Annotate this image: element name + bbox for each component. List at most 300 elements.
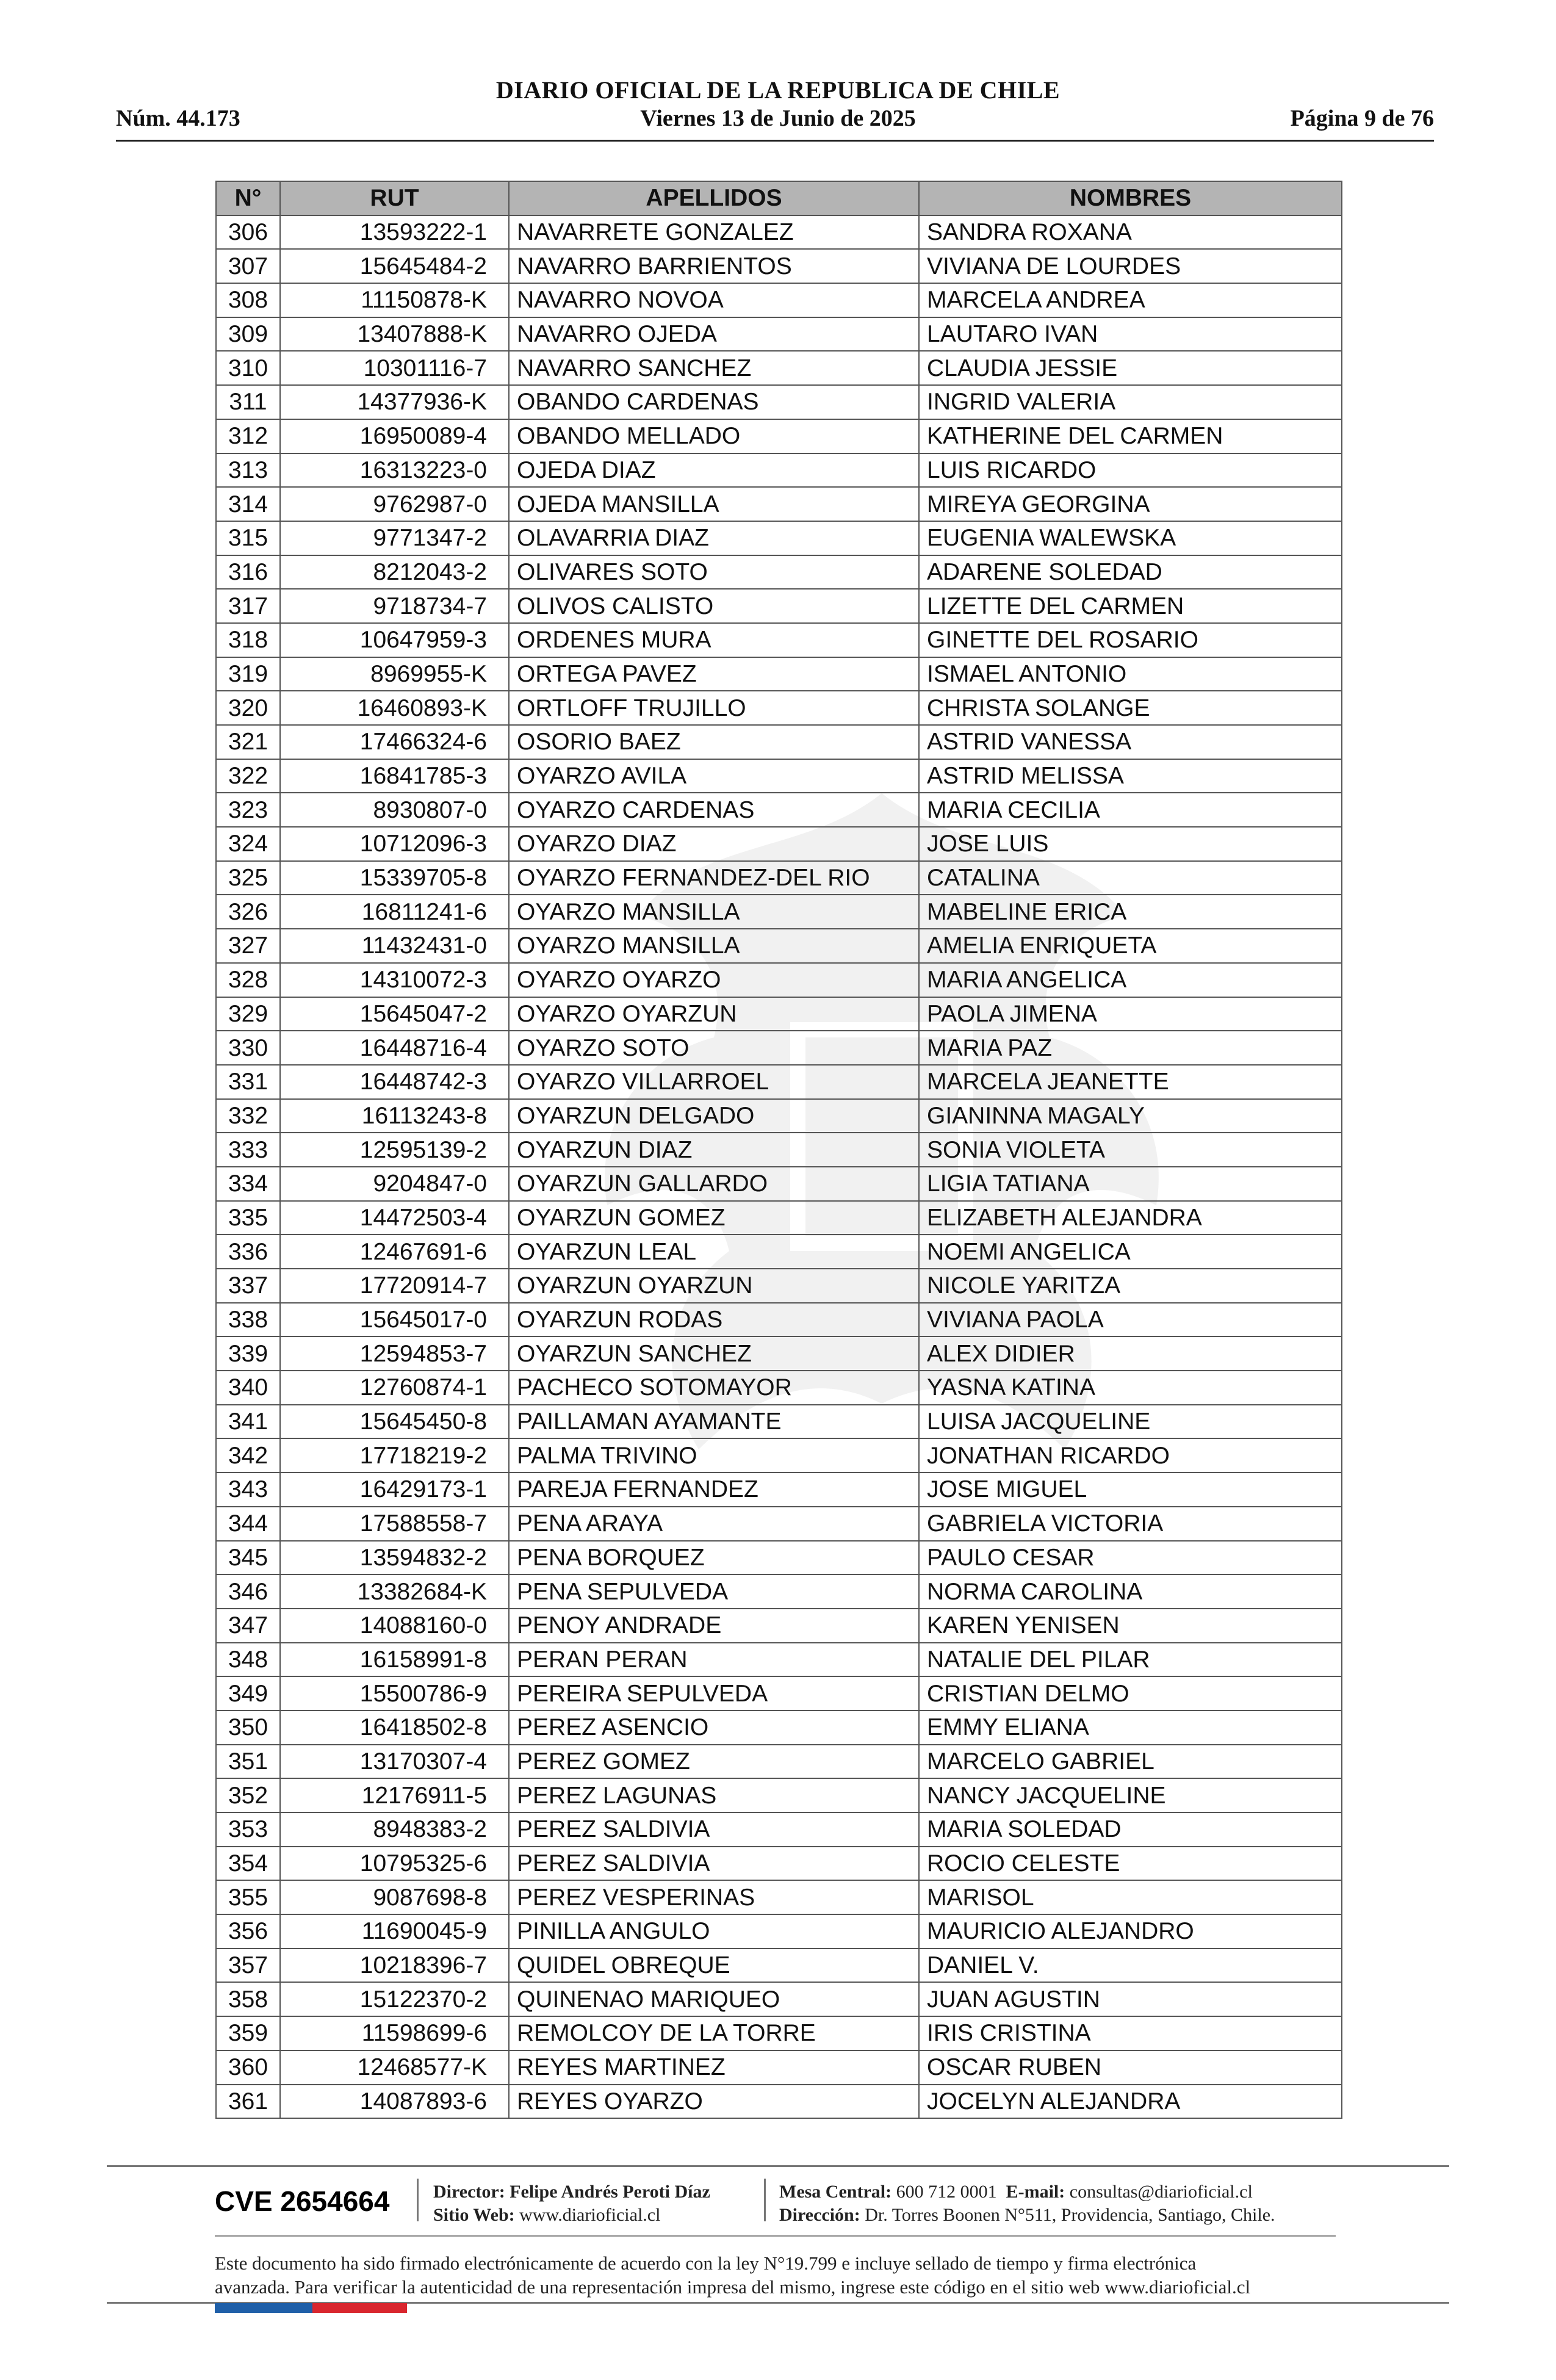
row-number: 329 xyxy=(216,997,280,1031)
names-cell: NATALIE DEL PILAR xyxy=(919,1643,1342,1677)
table-row xyxy=(216,1949,1342,1983)
table-row xyxy=(216,215,1342,250)
surnames-cell: OYARZUN SANCHEZ xyxy=(509,1336,919,1371)
names-cell: MAURICIO ALEJANDRO xyxy=(919,1914,1342,1949)
table-row xyxy=(216,1167,1342,1201)
rut-cell: 15645450-8 xyxy=(280,1405,509,1439)
surnames-cell: NAVARRO BARRIENTOS xyxy=(509,249,919,283)
surnames-cell: PERAN PERAN xyxy=(509,1643,919,1677)
row-number: 334 xyxy=(216,1167,280,1201)
table-row xyxy=(216,1847,1342,1881)
table-row xyxy=(216,351,1342,385)
rut-cell: 16429173-1 xyxy=(280,1473,509,1507)
table-row xyxy=(216,521,1342,555)
surnames-cell: OLIVOS CALISTO xyxy=(509,589,919,623)
legal-line-2: avanzada. Para verificar la autenticidad de una representación impresa del mismo, ingrese este código en el sitio web www.diarioficial.cl xyxy=(215,2276,1251,2298)
row-number: 317 xyxy=(216,589,280,623)
table-row xyxy=(216,419,1342,453)
table-body xyxy=(216,215,1342,2119)
rut-cell: 11598699-6 xyxy=(280,2016,509,2050)
row-number: 307 xyxy=(216,249,280,283)
row-number: 326 xyxy=(216,895,280,929)
rut-cell: 11690045-9 xyxy=(280,1914,509,1949)
names-cell: SANDRA ROXANA xyxy=(919,215,1342,250)
table-row xyxy=(216,1541,1342,1575)
rut-cell: 13593222-1 xyxy=(280,215,509,250)
surnames-cell: PEREZ ASENCIO xyxy=(509,1711,919,1745)
rut-cell: 17588558-7 xyxy=(280,1507,509,1541)
surnames-cell: PENA SEPULVEDA xyxy=(509,1574,919,1609)
table-row xyxy=(216,827,1342,861)
rut-cell: 14377936-K xyxy=(280,385,509,419)
rut-cell: 16418502-8 xyxy=(280,1711,509,1745)
names-cell: CLAUDIA JESSIE xyxy=(919,351,1342,385)
names-cell: JONATHAN RICARDO xyxy=(919,1438,1342,1473)
names-cell: MARIA PAZ xyxy=(919,1031,1342,1065)
website-label: Sitio Web: xyxy=(433,2204,515,2225)
website-link[interactable]: www.diarioficial.cl xyxy=(519,2204,661,2225)
surnames-cell: OBANDO CARDENAS xyxy=(509,385,919,419)
row-number: 338 xyxy=(216,1303,280,1337)
surnames-cell: PENOY ANDRADE xyxy=(509,1609,919,1643)
surnames-cell: PEREZ SALDIVIA xyxy=(509,1847,919,1881)
rut-cell: 8930807-0 xyxy=(280,793,509,827)
names-cell: NOEMI ANGELICA xyxy=(919,1235,1342,1269)
rut-cell: 15645047-2 xyxy=(280,997,509,1031)
rut-cell: 17720914-7 xyxy=(280,1269,509,1303)
surnames-cell: OYARZUN LEAL xyxy=(509,1235,919,1269)
row-number: 318 xyxy=(216,623,280,657)
row-number: 355 xyxy=(216,1880,280,1914)
row-number: 361 xyxy=(216,2085,280,2119)
names-cell: JOCELYN ALEJANDRA xyxy=(919,2085,1342,2119)
email-link[interactable]: consultas@diarioficial.cl xyxy=(1069,2182,1253,2202)
header-divider xyxy=(116,140,1434,142)
names-cell: MARIA CECILIA xyxy=(919,793,1342,827)
row-number: 346 xyxy=(216,1574,280,1609)
row-number: 320 xyxy=(216,691,280,725)
rut-cell: 9087698-8 xyxy=(280,1880,509,1914)
rut-cell: 10712096-3 xyxy=(280,827,509,861)
director-name: Felipe Andrés Peroti Díaz xyxy=(510,2182,710,2202)
rut-cell: 10218396-7 xyxy=(280,1949,509,1983)
row-number: 310 xyxy=(216,351,280,385)
table-row xyxy=(216,759,1342,793)
surnames-cell: OYARZO MANSILLA xyxy=(509,895,919,929)
rut-cell: 9204847-0 xyxy=(280,1167,509,1201)
rut-cell: 10647959-3 xyxy=(280,623,509,657)
surnames-cell: OSORIO BAEZ xyxy=(509,725,919,759)
names-cell: CRISTIAN DELMO xyxy=(919,1676,1342,1711)
rut-cell: 14087893-6 xyxy=(280,2085,509,2119)
names-cell: PAULO CESAR xyxy=(919,1541,1342,1575)
rut-cell: 16448716-4 xyxy=(280,1031,509,1065)
rut-cell: 16950089-4 xyxy=(280,419,509,453)
table-row xyxy=(216,453,1342,488)
rut-cell: 12467691-6 xyxy=(280,1235,509,1269)
table-row xyxy=(216,1812,1342,1847)
row-number: 313 xyxy=(216,453,280,488)
column-header-surnames: APELLIDOS xyxy=(509,181,919,215)
rut-cell: 13594832-2 xyxy=(280,1541,509,1575)
surnames-cell: OYARZO CARDENAS xyxy=(509,793,919,827)
surnames-cell: PEREZ VESPERINAS xyxy=(509,1880,919,1914)
column-header-rut: RUT xyxy=(280,181,509,215)
table-row xyxy=(216,1201,1342,1235)
row-number: 321 xyxy=(216,725,280,759)
surnames-cell: REYES MARTINEZ xyxy=(509,2050,919,2085)
table-row xyxy=(216,895,1342,929)
names-cell: ROCIO CELESTE xyxy=(919,1847,1342,1881)
surnames-cell: OLAVARRIA DIAZ xyxy=(509,521,919,555)
surnames-cell: PAREJA FERNANDEZ xyxy=(509,1473,919,1507)
rut-cell: 16158991-8 xyxy=(280,1643,509,1677)
names-cell: MABELINE ERICA xyxy=(919,895,1342,929)
rut-cell: 15339705-8 xyxy=(280,861,509,895)
names-cell: ISMAEL ANTONIO xyxy=(919,657,1342,691)
phone-label: Mesa Central: xyxy=(779,2182,892,2202)
rut-cell: 17718219-2 xyxy=(280,1438,509,1473)
row-number: 341 xyxy=(216,1405,280,1439)
surnames-cell: QUINENAO MARIQUEO xyxy=(509,1982,919,2016)
rut-cell: 8969955-K xyxy=(280,657,509,691)
row-number: 345 xyxy=(216,1541,280,1575)
rut-cell: 11150878-K xyxy=(280,283,509,317)
surnames-cell: PINILLA ANGULO xyxy=(509,1914,919,1949)
table-row xyxy=(216,861,1342,895)
rut-cell: 14310072-3 xyxy=(280,963,509,997)
surnames-cell: PAILLAMAN AYAMANTE xyxy=(509,1405,919,1439)
surnames-cell: OYARZO MANSILLA xyxy=(509,929,919,963)
names-cell: ASTRID MELISSA xyxy=(919,759,1342,793)
row-number: 351 xyxy=(216,1745,280,1779)
phone-number: 600 712 0001 xyxy=(896,2182,997,2202)
names-cell: LUIS RICARDO xyxy=(919,453,1342,488)
table-row xyxy=(216,1711,1342,1745)
surnames-cell: OYARZUN RODAS xyxy=(509,1303,919,1337)
row-number: 314 xyxy=(216,487,280,521)
rut-cell: 13382684-K xyxy=(280,1574,509,1609)
surnames-cell: OYARZO VILLARROEL xyxy=(509,1065,919,1099)
row-number: 335 xyxy=(216,1201,280,1235)
surnames-cell: PEREIRA SEPULVEDA xyxy=(509,1676,919,1711)
names-cell: NANCY JACQUELINE xyxy=(919,1778,1342,1812)
row-number: 325 xyxy=(216,861,280,895)
names-cell: MARIA ANGELICA xyxy=(919,963,1342,997)
table-row xyxy=(216,657,1342,691)
table-row xyxy=(216,623,1342,657)
surnames-cell: OYARZO FERNANDEZ-DEL RIO xyxy=(509,861,919,895)
row-number: 306 xyxy=(216,215,280,250)
rut-cell: 13407888-K xyxy=(280,317,509,352)
flag-stripe-blue xyxy=(215,2303,312,2313)
rut-cell: 12176911-5 xyxy=(280,1778,509,1812)
table-row xyxy=(216,1745,1342,1779)
surnames-cell: PEREZ SALDIVIA xyxy=(509,1812,919,1847)
table-row xyxy=(216,963,1342,997)
names-cell: EUGENIA WALEWSKA xyxy=(919,521,1342,555)
row-number: 350 xyxy=(216,1711,280,1745)
row-number: 332 xyxy=(216,1099,280,1133)
surnames-cell: OYARZO OYARZO xyxy=(509,963,919,997)
names-cell: GABRIELA VICTORIA xyxy=(919,1507,1342,1541)
footer-contact-block xyxy=(779,2180,1275,2226)
row-number: 327 xyxy=(216,929,280,963)
table-row xyxy=(216,249,1342,283)
row-number: 348 xyxy=(216,1643,280,1677)
rut-cell: 11432431-0 xyxy=(280,929,509,963)
table-row xyxy=(216,385,1342,419)
row-number: 315 xyxy=(216,521,280,555)
table-row xyxy=(216,1676,1342,1711)
names-cell: ELIZABETH ALEJANDRA xyxy=(919,1201,1342,1235)
address-label: Dirección: xyxy=(779,2204,860,2225)
row-number: 331 xyxy=(216,1065,280,1099)
publication-title: DIARIO OFICIAL DE LA REPUBLICA DE CHILE xyxy=(495,76,1061,104)
row-number: 343 xyxy=(216,1473,280,1507)
names-cell: ADARENE SOLEDAD xyxy=(919,555,1342,590)
table-row xyxy=(216,1880,1342,1914)
surnames-cell: OYARZUN GOMEZ xyxy=(509,1201,919,1235)
table-row xyxy=(216,2085,1342,2119)
surnames-cell: OYARZO AVILA xyxy=(509,759,919,793)
names-cell: INGRID VALERIA xyxy=(919,385,1342,419)
names-cell: JOSE LUIS xyxy=(919,827,1342,861)
table-row xyxy=(216,929,1342,963)
surnames-cell: REYES OYARZO xyxy=(509,2085,919,2119)
row-number: 354 xyxy=(216,1847,280,1881)
row-number: 340 xyxy=(216,1371,280,1405)
rut-cell: 16313223-0 xyxy=(280,453,509,488)
row-number: 323 xyxy=(216,793,280,827)
table-row xyxy=(216,1473,1342,1507)
table-header-row xyxy=(216,181,1342,215)
footer-divider-top xyxy=(107,2165,1449,2167)
table-row xyxy=(216,2050,1342,2085)
surnames-cell: OYARZUN OYARZUN xyxy=(509,1269,919,1303)
legal-line-1: Este documento ha sido firmado electrónicamente de acuerdo con la ley N°19.799 e incluye sellado de tiempo y firma electrónica xyxy=(215,2252,1197,2274)
names-cell: EMMY ELIANA xyxy=(919,1711,1342,1745)
rut-cell: 12595139-2 xyxy=(280,1133,509,1167)
rut-cell: 16113243-8 xyxy=(280,1099,509,1133)
rut-cell: 15645017-0 xyxy=(280,1303,509,1337)
surnames-cell: OYARZO SOTO xyxy=(509,1031,919,1065)
row-number: 356 xyxy=(216,1914,280,1949)
table-row xyxy=(216,1099,1342,1133)
names-cell: MARCELO GABRIEL xyxy=(919,1745,1342,1779)
table-row xyxy=(216,317,1342,352)
surnames-cell: NAVARRO SANCHEZ xyxy=(509,351,919,385)
names-cell: MARCELA ANDREA xyxy=(919,283,1342,317)
surnames-cell: OYARZO OYARZUN xyxy=(509,997,919,1031)
names-cell: LIGIA TATIANA xyxy=(919,1167,1342,1201)
legal-notice xyxy=(215,2252,1362,2299)
rut-cell: 12468577-K xyxy=(280,2050,509,2085)
rut-cell: 16841785-3 xyxy=(280,759,509,793)
row-number: 353 xyxy=(216,1812,280,1847)
column-header-names: NOMBRES xyxy=(919,181,1342,215)
email-label: E-mail: xyxy=(1006,2182,1065,2202)
names-table xyxy=(215,181,1342,2119)
table-row xyxy=(216,589,1342,623)
names-cell: AMELIA ENRIQUETA xyxy=(919,929,1342,963)
names-cell: MARISOL xyxy=(919,1880,1342,1914)
issue-number: Núm. 44.173 xyxy=(116,106,240,131)
footer-separator xyxy=(764,2179,766,2221)
surnames-cell: PALMA TRIVINO xyxy=(509,1438,919,1473)
table-row xyxy=(216,1574,1342,1609)
names-cell: OSCAR RUBEN xyxy=(919,2050,1342,2085)
names-cell: CHRISTA SOLANGE xyxy=(919,691,1342,725)
table-row xyxy=(216,1336,1342,1371)
rut-cell: 8212043-2 xyxy=(280,555,509,590)
row-number: 357 xyxy=(216,1949,280,1983)
table-row xyxy=(216,997,1342,1031)
issue-date: Viernes 13 de Junio de 2025 xyxy=(640,106,916,131)
surnames-cell: PEREZ GOMEZ xyxy=(509,1745,919,1779)
table-row xyxy=(216,691,1342,725)
names-cell: MARCELA JEANETTE xyxy=(919,1065,1342,1099)
row-number: 324 xyxy=(216,827,280,861)
surnames-cell: PENA ARAYA xyxy=(509,1507,919,1541)
cve-code: CVE 2654664 xyxy=(215,2185,390,2217)
names-cell: ALEX DIDIER xyxy=(919,1336,1342,1371)
names-cell: JUAN AGUSTIN xyxy=(919,1982,1342,2016)
rut-cell: 16460893-K xyxy=(280,691,509,725)
names-cell: GIANINNA MAGALY xyxy=(919,1099,1342,1133)
surnames-cell: OYARZUN DELGADO xyxy=(509,1099,919,1133)
column-header-number: N° xyxy=(216,181,280,215)
surnames-cell: NAVARRO NOVOA xyxy=(509,283,919,317)
table-row xyxy=(216,487,1342,521)
table-row xyxy=(216,725,1342,759)
rut-cell: 17466324-6 xyxy=(280,725,509,759)
names-cell: PAOLA JIMENA xyxy=(919,997,1342,1031)
rut-cell: 10795325-6 xyxy=(280,1847,509,1881)
director-label: Director: xyxy=(433,2182,505,2202)
names-cell: YASNA KATINA xyxy=(919,1371,1342,1405)
names-cell: MARIA SOLEDAD xyxy=(919,1812,1342,1847)
rut-cell: 15645484-2 xyxy=(280,249,509,283)
row-number: 360 xyxy=(216,2050,280,2085)
names-cell: GINETTE DEL ROSARIO xyxy=(919,623,1342,657)
row-number: 333 xyxy=(216,1133,280,1167)
names-cell: NORMA CAROLINA xyxy=(919,1574,1342,1609)
rut-cell: 12760874-1 xyxy=(280,1371,509,1405)
rut-cell: 15122370-2 xyxy=(280,1982,509,2016)
surnames-cell: ORDENES MURA xyxy=(509,623,919,657)
table-row xyxy=(216,283,1342,317)
row-number: 316 xyxy=(216,555,280,590)
table-row xyxy=(216,1235,1342,1269)
rut-cell: 9771347-2 xyxy=(280,521,509,555)
table-row xyxy=(216,555,1342,590)
table-row xyxy=(216,1065,1342,1099)
rut-cell: 9762987-0 xyxy=(280,487,509,521)
names-cell: KATHERINE DEL CARMEN xyxy=(919,419,1342,453)
surnames-cell: OJEDA MANSILLA xyxy=(509,487,919,521)
row-number: 312 xyxy=(216,419,280,453)
names-cell: CATALINA xyxy=(919,861,1342,895)
row-number: 319 xyxy=(216,657,280,691)
rut-cell: 16811241-6 xyxy=(280,895,509,929)
table-row xyxy=(216,1982,1342,2016)
names-cell: LUISA JACQUELINE xyxy=(919,1405,1342,1439)
row-number: 337 xyxy=(216,1269,280,1303)
surnames-cell: OJEDA DIAZ xyxy=(509,453,919,488)
rut-cell: 15500786-9 xyxy=(280,1676,509,1711)
row-number: 339 xyxy=(216,1336,280,1371)
page-indicator: Página 9 de 76 xyxy=(1290,106,1434,131)
row-number: 330 xyxy=(216,1031,280,1065)
row-number: 328 xyxy=(216,963,280,997)
surnames-cell: PEREZ LAGUNAS xyxy=(509,1778,919,1812)
row-number: 308 xyxy=(216,283,280,317)
surnames-cell: REMOLCOY DE LA TORRE xyxy=(509,2016,919,2050)
table-row xyxy=(216,1778,1342,1812)
rut-cell: 14088160-0 xyxy=(280,1609,509,1643)
names-cell: NICOLE YARITZA xyxy=(919,1269,1342,1303)
surnames-cell: NAVARRO OJEDA xyxy=(509,317,919,352)
surnames-cell: ORTEGA PAVEZ xyxy=(509,657,919,691)
row-number: 359 xyxy=(216,2016,280,2050)
surnames-cell: QUIDEL OBREQUE xyxy=(509,1949,919,1983)
footer-separator xyxy=(417,2179,419,2221)
names-cell: JOSE MIGUEL xyxy=(919,1473,1342,1507)
rut-cell: 13170307-4 xyxy=(280,1745,509,1779)
table-row xyxy=(216,1609,1342,1643)
names-cell: ASTRID VANESSA xyxy=(919,725,1342,759)
names-cell: KAREN YENISEN xyxy=(919,1609,1342,1643)
row-number: 336 xyxy=(216,1235,280,1269)
rut-cell: 9718734-7 xyxy=(280,589,509,623)
surnames-cell: PENA BORQUEZ xyxy=(509,1541,919,1575)
row-number: 344 xyxy=(216,1507,280,1541)
table-row xyxy=(216,1643,1342,1677)
flag-stripe-red xyxy=(312,2303,407,2313)
table-row xyxy=(216,1507,1342,1541)
surnames-cell: PACHECO SOTOMAYOR xyxy=(509,1371,919,1405)
row-number: 311 xyxy=(216,385,280,419)
rut-cell: 14472503-4 xyxy=(280,1201,509,1235)
row-number: 347 xyxy=(216,1609,280,1643)
rut-cell: 8948383-2 xyxy=(280,1812,509,1847)
table-row xyxy=(216,793,1342,827)
footer-director-block xyxy=(433,2180,710,2226)
address-text: Dr. Torres Boonen N°511, Providencia, Santiago, Chile. xyxy=(865,2204,1275,2225)
surnames-cell: NAVARRETE GONZALEZ xyxy=(509,215,919,250)
names-cell: MIREYA GEORGINA xyxy=(919,487,1342,521)
row-number: 349 xyxy=(216,1676,280,1711)
footer-divider-middle xyxy=(215,2235,1336,2237)
surnames-cell: OYARZO DIAZ xyxy=(509,827,919,861)
names-cell: LAUTARO IVAN xyxy=(919,317,1342,352)
row-number: 342 xyxy=(216,1438,280,1473)
surnames-cell: OBANDO MELLADO xyxy=(509,419,919,453)
table-row xyxy=(216,1371,1342,1405)
table-row xyxy=(216,1133,1342,1167)
table-row xyxy=(216,1438,1342,1473)
table-row xyxy=(216,1031,1342,1065)
names-cell: DANIEL V. xyxy=(919,1949,1342,1983)
surnames-cell: OYARZUN DIAZ xyxy=(509,1133,919,1167)
row-number: 352 xyxy=(216,1778,280,1812)
rut-cell: 16448742-3 xyxy=(280,1065,509,1099)
names-cell: IRIS CRISTINA xyxy=(919,2016,1342,2050)
table-row xyxy=(216,1269,1342,1303)
rut-cell: 12594853-7 xyxy=(280,1336,509,1371)
names-cell: SONIA VIOLETA xyxy=(919,1133,1342,1167)
